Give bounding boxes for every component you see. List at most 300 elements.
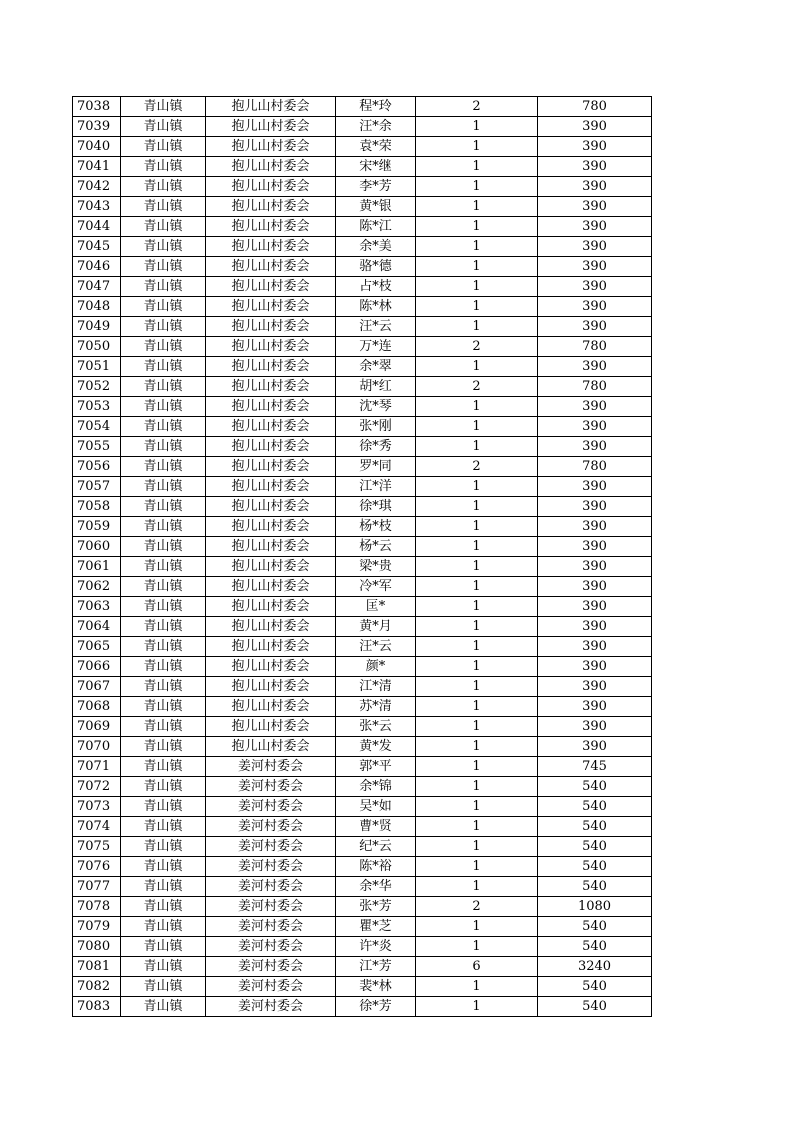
cell-amount: 780 <box>538 377 652 397</box>
cell-village: 抱儿山村委会 <box>206 517 336 537</box>
cell-count: 1 <box>416 437 538 457</box>
cell-name: 胡*红 <box>336 377 416 397</box>
cell-amount: 390 <box>538 657 652 677</box>
cell-count: 1 <box>416 797 538 817</box>
cell-amount: 390 <box>538 517 652 537</box>
cell-town: 青山镇 <box>121 417 206 437</box>
cell-name: 纪*云 <box>336 837 416 857</box>
cell-village: 抱儿山村委会 <box>206 397 336 417</box>
cell-name: 汪*余 <box>336 117 416 137</box>
cell-name: 江*清 <box>336 677 416 697</box>
cell-count: 1 <box>416 177 538 197</box>
cell-name: 余*美 <box>336 237 416 257</box>
cell-id: 7039 <box>73 117 121 137</box>
cell-id: 7066 <box>73 657 121 677</box>
table-row <box>73 597 652 617</box>
cell-name: 张*刚 <box>336 417 416 437</box>
cell-count: 1 <box>416 817 538 837</box>
cell-amount: 390 <box>538 557 652 577</box>
cell-id: 7071 <box>73 757 121 777</box>
cell-id: 7040 <box>73 137 121 157</box>
cell-village: 抱儿山村委会 <box>206 357 336 377</box>
cell-village: 抱儿山村委会 <box>206 377 336 397</box>
cell-amount: 3240 <box>538 957 652 977</box>
table-row <box>73 877 652 897</box>
cell-amount: 390 <box>538 597 652 617</box>
cell-name: 杨*枝 <box>336 517 416 537</box>
cell-name: 瞿*芝 <box>336 917 416 937</box>
cell-town: 青山镇 <box>121 717 206 737</box>
cell-village: 姜河村委会 <box>206 937 336 957</box>
cell-amount: 390 <box>538 717 652 737</box>
cell-id: 7070 <box>73 737 121 757</box>
table-row <box>73 337 652 357</box>
cell-id: 7062 <box>73 577 121 597</box>
cell-name: 余*翠 <box>336 357 416 377</box>
cell-village: 抱儿山村委会 <box>206 217 336 237</box>
cell-count: 1 <box>416 617 538 637</box>
cell-amount: 540 <box>538 797 652 817</box>
cell-village: 抱儿山村委会 <box>206 737 336 757</box>
cell-village: 抱儿山村委会 <box>206 537 336 557</box>
cell-town: 青山镇 <box>121 477 206 497</box>
cell-count: 1 <box>416 417 538 437</box>
cell-town: 青山镇 <box>121 877 206 897</box>
cell-name: 冷*军 <box>336 577 416 597</box>
cell-village: 抱儿山村委会 <box>206 617 336 637</box>
cell-count: 1 <box>416 937 538 957</box>
cell-id: 7054 <box>73 417 121 437</box>
cell-town: 青山镇 <box>121 517 206 537</box>
cell-name: 陈*江 <box>336 217 416 237</box>
table-row <box>73 137 652 157</box>
cell-count: 1 <box>416 577 538 597</box>
cell-id: 7058 <box>73 497 121 517</box>
cell-village: 抱儿山村委会 <box>206 177 336 197</box>
cell-name: 万*连 <box>336 337 416 357</box>
cell-amount: 540 <box>538 857 652 877</box>
cell-village: 抱儿山村委会 <box>206 157 336 177</box>
cell-count: 1 <box>416 877 538 897</box>
cell-name: 梁*贵 <box>336 557 416 577</box>
cell-amount: 390 <box>538 257 652 277</box>
cell-town: 青山镇 <box>121 277 206 297</box>
cell-count: 1 <box>416 297 538 317</box>
cell-id: 7047 <box>73 277 121 297</box>
cell-amount: 390 <box>538 357 652 377</box>
cell-count: 1 <box>416 257 538 277</box>
cell-id: 7061 <box>73 557 121 577</box>
table-row <box>73 717 652 737</box>
cell-count: 1 <box>416 637 538 657</box>
cell-id: 7056 <box>73 457 121 477</box>
cell-village: 抱儿山村委会 <box>206 477 336 497</box>
cell-name: 余*华 <box>336 877 416 897</box>
cell-count: 1 <box>416 917 538 937</box>
cell-town: 青山镇 <box>121 757 206 777</box>
cell-id: 7077 <box>73 877 121 897</box>
cell-amount: 390 <box>538 117 652 137</box>
cell-town: 青山镇 <box>121 257 206 277</box>
cell-amount: 390 <box>538 417 652 437</box>
cell-id: 7063 <box>73 597 121 617</box>
cell-amount: 780 <box>538 457 652 477</box>
cell-id: 7082 <box>73 977 121 997</box>
cell-amount: 540 <box>538 837 652 857</box>
cell-town: 青山镇 <box>121 97 206 117</box>
cell-count: 1 <box>416 837 538 857</box>
table-row <box>73 297 652 317</box>
cell-town: 青山镇 <box>121 977 206 997</box>
cell-name: 颜* <box>336 657 416 677</box>
cell-name: 陈*林 <box>336 297 416 317</box>
table-row <box>73 677 652 697</box>
table-row <box>73 897 652 917</box>
cell-amount: 390 <box>538 137 652 157</box>
cell-amount: 390 <box>538 737 652 757</box>
cell-village: 抱儿山村委会 <box>206 237 336 257</box>
table-row <box>73 657 652 677</box>
cell-name: 苏*清 <box>336 697 416 717</box>
cell-id: 7078 <box>73 897 121 917</box>
cell-name: 江*洋 <box>336 477 416 497</box>
cell-name: 骆*德 <box>336 257 416 277</box>
table-row <box>73 937 652 957</box>
cell-amount: 390 <box>538 397 652 417</box>
cell-id: 7044 <box>73 217 121 237</box>
cell-village: 抱儿山村委会 <box>206 277 336 297</box>
table-row <box>73 397 652 417</box>
cell-town: 青山镇 <box>121 697 206 717</box>
table-row <box>73 737 652 757</box>
cell-name: 曹*贤 <box>336 817 416 837</box>
cell-village: 姜河村委会 <box>206 757 336 777</box>
cell-count: 1 <box>416 757 538 777</box>
cell-village: 抱儿山村委会 <box>206 697 336 717</box>
cell-town: 青山镇 <box>121 217 206 237</box>
cell-count: 1 <box>416 777 538 797</box>
cell-town: 青山镇 <box>121 637 206 657</box>
cell-id: 7048 <box>73 297 121 317</box>
cell-id: 7068 <box>73 697 121 717</box>
cell-village: 姜河村委会 <box>206 917 336 937</box>
cell-town: 青山镇 <box>121 377 206 397</box>
cell-count: 1 <box>416 697 538 717</box>
cell-village: 抱儿山村委会 <box>206 637 336 657</box>
cell-id: 7055 <box>73 437 121 457</box>
cell-id: 7069 <box>73 717 121 737</box>
cell-town: 青山镇 <box>121 997 206 1017</box>
cell-village: 抱儿山村委会 <box>206 257 336 277</box>
cell-town: 青山镇 <box>121 497 206 517</box>
table-row <box>73 477 652 497</box>
cell-amount: 390 <box>538 177 652 197</box>
cell-name: 黄*发 <box>336 737 416 757</box>
table-row <box>73 377 652 397</box>
cell-count: 2 <box>416 377 538 397</box>
cell-count: 1 <box>416 117 538 137</box>
cell-amount: 390 <box>538 637 652 657</box>
cell-town: 青山镇 <box>121 957 206 977</box>
table-row <box>73 977 652 997</box>
cell-town: 青山镇 <box>121 917 206 937</box>
cell-id: 7059 <box>73 517 121 537</box>
cell-id: 7079 <box>73 917 121 937</box>
cell-town: 青山镇 <box>121 297 206 317</box>
cell-town: 青山镇 <box>121 337 206 357</box>
table-row <box>73 577 652 597</box>
cell-id: 7052 <box>73 377 121 397</box>
cell-count: 1 <box>416 997 538 1017</box>
table-row <box>73 117 652 137</box>
table-row <box>73 817 652 837</box>
cell-name: 吴*如 <box>336 797 416 817</box>
cell-village: 姜河村委会 <box>206 797 336 817</box>
table-row <box>73 97 652 117</box>
cell-count: 1 <box>416 597 538 617</box>
cell-village: 抱儿山村委会 <box>206 457 336 477</box>
table-row <box>73 157 652 177</box>
cell-name: 许*炎 <box>336 937 416 957</box>
table-row <box>73 237 652 257</box>
table-row <box>73 617 652 637</box>
cell-town: 青山镇 <box>121 557 206 577</box>
cell-name: 黄*月 <box>336 617 416 637</box>
cell-town: 青山镇 <box>121 357 206 377</box>
table-row <box>73 317 652 337</box>
cell-id: 7081 <box>73 957 121 977</box>
table-row <box>73 857 652 877</box>
cell-amount: 540 <box>538 817 652 837</box>
cell-amount: 780 <box>538 97 652 117</box>
cell-town: 青山镇 <box>121 597 206 617</box>
cell-name: 占*枝 <box>336 277 416 297</box>
cell-amount: 540 <box>538 937 652 957</box>
cell-village: 姜河村委会 <box>206 877 336 897</box>
cell-town: 青山镇 <box>121 537 206 557</box>
table-row <box>73 177 652 197</box>
cell-name: 裴*林 <box>336 977 416 997</box>
cell-town: 青山镇 <box>121 617 206 637</box>
table-row <box>73 277 652 297</box>
cell-id: 7053 <box>73 397 121 417</box>
cell-name: 江*芳 <box>336 957 416 977</box>
cell-count: 1 <box>416 717 538 737</box>
cell-village: 姜河村委会 <box>206 977 336 997</box>
cell-name: 徐*琪 <box>336 497 416 517</box>
cell-village: 抱儿山村委会 <box>206 557 336 577</box>
cell-village: 姜河村委会 <box>206 777 336 797</box>
cell-id: 7049 <box>73 317 121 337</box>
cell-count: 1 <box>416 857 538 877</box>
cell-count: 1 <box>416 357 538 377</box>
cell-count: 2 <box>416 897 538 917</box>
cell-town: 青山镇 <box>121 657 206 677</box>
cell-amount: 390 <box>538 497 652 517</box>
cell-count: 1 <box>416 497 538 517</box>
cell-id: 7042 <box>73 177 121 197</box>
cell-id: 7065 <box>73 637 121 657</box>
cell-town: 青山镇 <box>121 937 206 957</box>
cell-village: 抱儿山村委会 <box>206 717 336 737</box>
cell-id: 7050 <box>73 337 121 357</box>
cell-amount: 540 <box>538 877 652 897</box>
cell-village: 抱儿山村委会 <box>206 417 336 437</box>
table-row <box>73 637 652 657</box>
cell-town: 青山镇 <box>121 457 206 477</box>
table-row <box>73 357 652 377</box>
cell-name: 徐*芳 <box>336 997 416 1017</box>
cell-town: 青山镇 <box>121 817 206 837</box>
cell-town: 青山镇 <box>121 237 206 257</box>
cell-amount: 390 <box>538 157 652 177</box>
cell-name: 沈*琴 <box>336 397 416 417</box>
cell-village: 抱儿山村委会 <box>206 337 336 357</box>
cell-id: 7067 <box>73 677 121 697</box>
cell-count: 2 <box>416 97 538 117</box>
cell-village: 抱儿山村委会 <box>206 597 336 617</box>
table-row <box>73 517 652 537</box>
cell-town: 青山镇 <box>121 677 206 697</box>
cell-amount: 390 <box>538 277 652 297</box>
cell-count: 2 <box>416 337 538 357</box>
table-row <box>73 257 652 277</box>
cell-village: 抱儿山村委会 <box>206 437 336 457</box>
cell-village: 抱儿山村委会 <box>206 657 336 677</box>
cell-town: 青山镇 <box>121 437 206 457</box>
cell-village: 抱儿山村委会 <box>206 117 336 137</box>
cell-town: 青山镇 <box>121 857 206 877</box>
cell-name: 余*锦 <box>336 777 416 797</box>
table-row <box>73 437 652 457</box>
cell-amount: 390 <box>538 437 652 457</box>
table-row <box>73 777 652 797</box>
cell-village: 抱儿山村委会 <box>206 297 336 317</box>
table-row <box>73 757 652 777</box>
cell-count: 2 <box>416 457 538 477</box>
cell-town: 青山镇 <box>121 177 206 197</box>
cell-town: 青山镇 <box>121 737 206 757</box>
cell-town: 青山镇 <box>121 117 206 137</box>
cell-town: 青山镇 <box>121 197 206 217</box>
cell-name: 罗*同 <box>336 457 416 477</box>
data-table <box>72 96 652 1017</box>
table-row <box>73 457 652 477</box>
cell-count: 1 <box>416 477 538 497</box>
cell-amount: 540 <box>538 777 652 797</box>
cell-name: 张*芳 <box>336 897 416 917</box>
cell-town: 青山镇 <box>121 577 206 597</box>
cell-name: 杨*云 <box>336 537 416 557</box>
cell-amount: 745 <box>538 757 652 777</box>
cell-count: 1 <box>416 217 538 237</box>
cell-id: 7038 <box>73 97 121 117</box>
cell-id: 7041 <box>73 157 121 177</box>
cell-count: 1 <box>416 737 538 757</box>
cell-town: 青山镇 <box>121 317 206 337</box>
cell-village: 抱儿山村委会 <box>206 677 336 697</box>
cell-village: 抱儿山村委会 <box>206 97 336 117</box>
cell-village: 姜河村委会 <box>206 897 336 917</box>
cell-amount: 390 <box>538 477 652 497</box>
cell-id: 7064 <box>73 617 121 637</box>
table-body <box>73 97 652 1017</box>
cell-town: 青山镇 <box>121 157 206 177</box>
table-row <box>73 217 652 237</box>
cell-name: 张*云 <box>336 717 416 737</box>
cell-town: 青山镇 <box>121 137 206 157</box>
cell-town: 青山镇 <box>121 397 206 417</box>
table-row <box>73 957 652 977</box>
table-row <box>73 697 652 717</box>
table-row <box>73 837 652 857</box>
cell-id: 7083 <box>73 997 121 1017</box>
table-row <box>73 797 652 817</box>
cell-village: 抱儿山村委会 <box>206 317 336 337</box>
cell-amount: 390 <box>538 317 652 337</box>
cell-name: 汪*云 <box>336 637 416 657</box>
cell-amount: 390 <box>538 577 652 597</box>
cell-amount: 780 <box>538 337 652 357</box>
cell-count: 1 <box>416 237 538 257</box>
cell-count: 1 <box>416 157 538 177</box>
cell-village: 姜河村委会 <box>206 817 336 837</box>
cell-name: 宋*继 <box>336 157 416 177</box>
table-row <box>73 537 652 557</box>
cell-count: 1 <box>416 657 538 677</box>
cell-id: 7046 <box>73 257 121 277</box>
cell-amount: 540 <box>538 917 652 937</box>
table-row <box>73 917 652 937</box>
cell-town: 青山镇 <box>121 797 206 817</box>
cell-name: 郭*平 <box>336 757 416 777</box>
cell-id: 7072 <box>73 777 121 797</box>
table-row <box>73 497 652 517</box>
cell-name: 黄*银 <box>336 197 416 217</box>
cell-name: 匡* <box>336 597 416 617</box>
cell-amount: 390 <box>538 677 652 697</box>
cell-amount: 1080 <box>538 897 652 917</box>
cell-id: 7076 <box>73 857 121 877</box>
cell-town: 青山镇 <box>121 777 206 797</box>
cell-name: 陈*裕 <box>336 857 416 877</box>
cell-id: 7045 <box>73 237 121 257</box>
cell-village: 姜河村委会 <box>206 957 336 977</box>
cell-count: 1 <box>416 977 538 997</box>
table-row <box>73 557 652 577</box>
cell-id: 7057 <box>73 477 121 497</box>
cell-amount: 390 <box>538 697 652 717</box>
cell-amount: 390 <box>538 617 652 637</box>
cell-count: 1 <box>416 537 538 557</box>
cell-village: 姜河村委会 <box>206 857 336 877</box>
cell-id: 7051 <box>73 357 121 377</box>
table-row <box>73 417 652 437</box>
cell-id: 7060 <box>73 537 121 557</box>
cell-id: 7073 <box>73 797 121 817</box>
cell-village: 抱儿山村委会 <box>206 577 336 597</box>
cell-count: 6 <box>416 957 538 977</box>
cell-amount: 390 <box>538 297 652 317</box>
cell-amount: 540 <box>538 997 652 1017</box>
cell-village: 抱儿山村委会 <box>206 197 336 217</box>
cell-id: 7075 <box>73 837 121 857</box>
cell-village: 姜河村委会 <box>206 837 336 857</box>
cell-amount: 390 <box>538 537 652 557</box>
cell-count: 1 <box>416 137 538 157</box>
cell-id: 7043 <box>73 197 121 217</box>
table-row <box>73 997 652 1017</box>
